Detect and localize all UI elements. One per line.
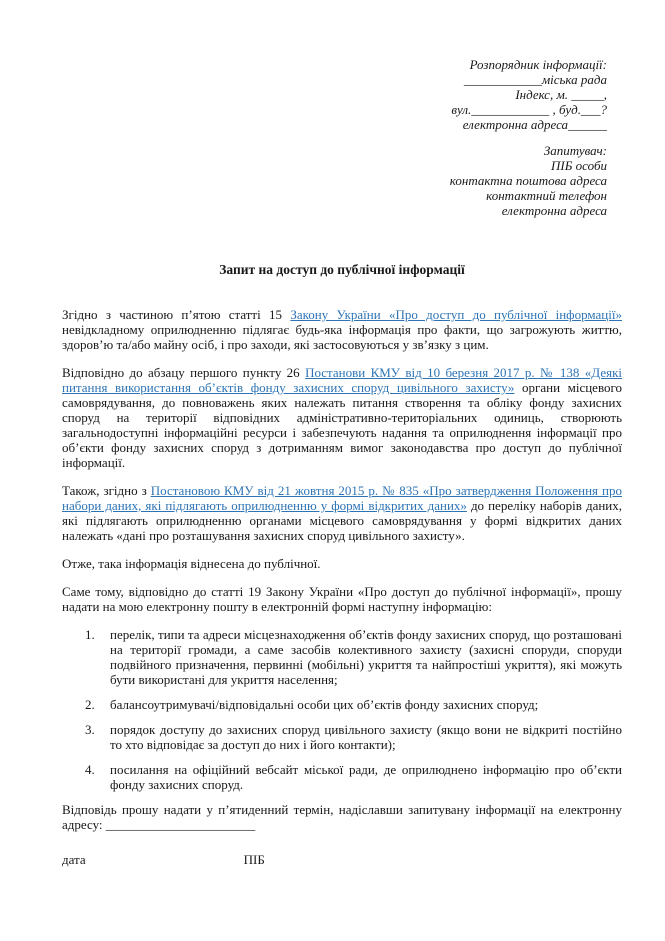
requester-line: електронна адреса: [501, 203, 607, 218]
list-item-text: перелік, типи та адреси місцезнаходження об’єктів фонду захисних споруд, що розташовані на території громади, а саме засобів колективного захисту (захисні споруди, споруди подвійного призначення, первинні (мобільні) укриття та найпростіші укриття), які можуть бути використані для укриття населення;: [110, 627, 622, 687]
recipient-line: ____________міська рада: [463, 72, 607, 87]
paragraph-legal-basis-3: [62, 483, 622, 543]
list-item-text: порядок доступу до захисних споруд цивільного захисту (якщо вони не відкриті постійно то хто відповідає за доступ до них і його контакти);: [110, 722, 622, 752]
paragraph-text: Також, згідно з: [62, 483, 151, 498]
name-label: ПІБ: [243, 852, 265, 867]
paragraph-text: невідкладному оприлюдненню підлягає будь-яка інформація про факти, що загрожують життю, здоров’ю та/або майну осіб, і про заходи, які застосовуються у зв’язку з цим.: [62, 322, 622, 352]
date-label: дата: [62, 852, 86, 867]
list-item-number: 2.: [85, 697, 95, 712]
resolution-138-link[interactable]: Постанови КМУ від 10 березня 2017 р. № 138 «Деякі питання використання об’єктів фонду захисних споруд цивільного захисту»: [62, 365, 622, 395]
list-item: [85, 697, 622, 712]
page-title: Запит на доступ до публічної інформації: [219, 262, 465, 277]
paragraph-text: Згідно з частиною п’ятою статті 15: [62, 307, 291, 322]
paragraph-request-intro: [62, 584, 622, 614]
recipient-line: вул.____________ , буд.___?: [451, 102, 607, 117]
recipient-line: електронна адреса______: [462, 117, 607, 132]
recipient-line: Індекс, м. _____,: [515, 87, 607, 102]
request-items-list: [85, 627, 622, 792]
paragraph-text: Отже, така інформація віднесена до публічної.: [62, 556, 321, 571]
requester-line: контактний телефон: [486, 188, 607, 203]
requester-line: контактна поштова адреса: [449, 173, 607, 188]
list-item: [85, 722, 622, 752]
list-item-text: балансоутримувачі/відповідальні особи цих об’єктів фонду захисних споруд;: [110, 697, 539, 712]
list-item-text: посилання на офіційний вебсайт міської ради, де оприлюднено інформацію про об’єкти фонду захисних споруд.: [110, 762, 622, 792]
recipient-line: Розпорядник інформації:: [469, 57, 607, 72]
paragraph-legal-basis-2: [62, 365, 622, 470]
list-item: [85, 762, 622, 792]
paragraph-text: Відповідно до абзацу першого пункту 26: [62, 365, 306, 380]
list-item: [85, 627, 622, 687]
requester-line: ПІБ особи: [551, 158, 607, 173]
requester-block: [62, 143, 622, 218]
paragraph-legal-basis-1: [62, 307, 622, 352]
paragraph-text: до переліку наборів даних, які підлягають оприлюдненню органами місцевого самоврядування у формі відкритих даних належать «дані про розташування захисних споруд цивільного захисту».: [62, 498, 623, 543]
law-access-to-public-info-link[interactable]: Закону України «Про доступ до публічної інформації»: [290, 307, 622, 322]
signature-row: [62, 852, 622, 867]
paragraph-text: Саме тому, відповідно до статті 19 Закону України «Про доступ до публічної інформації», прошу надати на мою електронну пошту в електронній формі наступну інформацію:: [62, 584, 622, 614]
list-item-number: 3.: [85, 722, 95, 737]
resolution-835-link[interactable]: Постановою КМУ від 21 жовтня 2015 р. № 835 «Про затвердження Положення про набори даних, які підлягають оприлюдненню у формі відкритих даних»: [62, 483, 622, 513]
paragraph-conclusion: [62, 556, 622, 571]
paragraph-text: органи місцевого самоврядування, до повноважень яких належать питання створення та обліку фонду захисних споруд на території відповідних адміністративно-територіальних одиниць, створюють загальнодоступні інформаційні ресурси і забезпечують надання та оприлюднення інформації про об’єкти фонду захисних споруд з дотриманням вимог законодавства про доступ до публічної інформації.: [62, 380, 622, 470]
list-item-number: 1.: [85, 627, 95, 642]
paragraph-reply-deadline: Відповідь прошу надати у п’ятиденний термін, надіславши запитувану інформації на електронну адресу: _______________________: [62, 802, 622, 832]
requester-line: Запитувач:: [543, 143, 607, 158]
recipient-block: [62, 57, 622, 132]
list-item-number: 4.: [85, 762, 95, 777]
